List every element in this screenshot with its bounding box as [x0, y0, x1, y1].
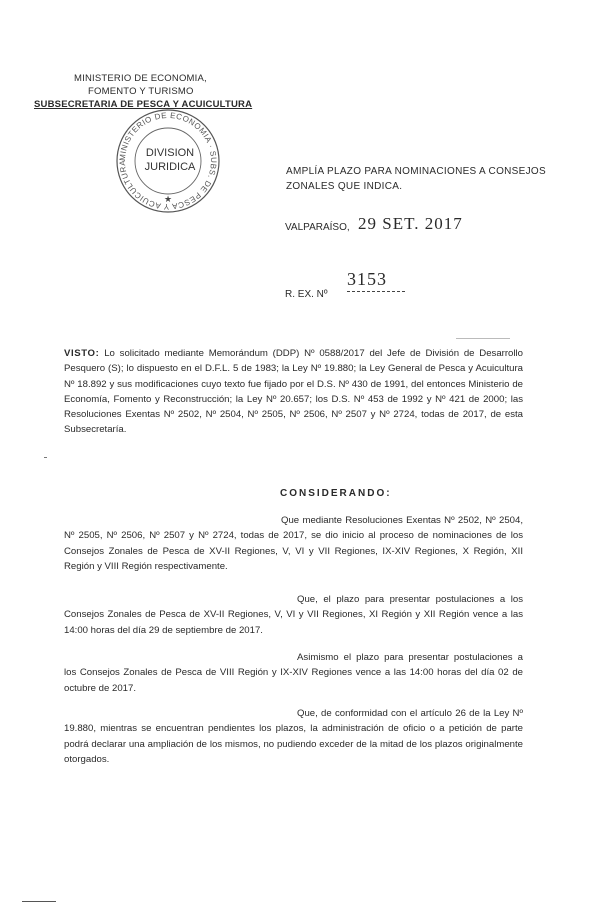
resolution-number: 3153	[347, 269, 387, 289]
seal-line-2: JURIDICA	[144, 161, 196, 173]
issuer-subsecretaria: SUBSECRETARIA DE PESCA Y ACUICULTURA	[34, 99, 253, 110]
division-juridica-seal	[113, 106, 223, 216]
date-stamp: 29 SET. 2017	[358, 214, 463, 233]
considerando-paragraph-4: Que, de conformidad con el artículo 26 de la Ley Nº 19.880, mientras se encuentran pendientes los plazos, la administración de oficio o a petición de parte podrá declarar una ampliación de los mismos, no pudiendo exceder de la mitad de los plazos originalmente otorgados.	[64, 708, 523, 765]
considerando-heading: CONSIDERANDO:	[280, 488, 392, 499]
seal-star-icon: ★	[163, 194, 173, 204]
seal-line-1: DIVISION	[145, 147, 195, 159]
subject-line-2: ZONALES QUE INDICA.	[286, 181, 403, 192]
seal-ring-text: MINISTERIO DE ECONOMIA · SUBS. DE PESCA Y ACUICULTURA	[117, 110, 219, 212]
subject-line-1: AMPLÍA PLAZO PARA NOMINACIONES A CONSEJOS	[286, 166, 546, 177]
divider-line	[456, 338, 510, 339]
visto-text: Lo solicitado mediante Memorándum (DDP) Nº 0588/2017 del Jefe de División de Desarrollo Pesquero (S); lo dispuesto en el D.F.L. 5 de 1983; la Ley Nº 19.880; la Ley General de Pesca y Acuicultura Nº 18.892 y sus modificaciones cuyo texto fue fijado por el D.S. Nº 430 de 1991, del entonces Ministerio de Economía, Fomento y Reconstrucción; la Ley Nº 20.657; los D.S. Nº 453 de 1992 y Nº 421 de 2000; las Resoluciones Exentas Nº 2502, Nº 2504, Nº 2505, Nº 2506, Nº 2507 y Nº 2724, todas de 2017, de esta Subsecretaría.	[64, 348, 523, 436]
issuer-ministry-2: FOMENTO Y TURISMO	[88, 86, 194, 97]
place: VALPARAÍSO,	[285, 222, 350, 233]
considerando-paragraph-1: Que mediante Resoluciones Exentas Nº 2502, Nº 2504, Nº 2505, Nº 2506, Nº 2507 y Nº 2724, todas de 2017, se dio inicio al proceso de nominaciones de los Consejos Zonales de Pesca de XV-II Regiones, V, VI y VII Regiones, IX-XIV Regiones, X Región, XII Región y VIII Región respectivamente.	[64, 515, 523, 572]
margin-mark	[44, 457, 47, 458]
resolution-number-label: R. EX. Nº	[285, 289, 328, 300]
issuer-ministry: MINISTERIO DE ECONOMIA,	[74, 73, 207, 84]
resolution-subject	[286, 164, 546, 194]
considerando-paragraph-3: Asimismo el plazo para presentar postulaciones a los Consejos Zonales de Pesca de VIII Región y IX-XIV Regiones vence a las 14:00 horas del día 02 de octubre de 2017.	[64, 652, 523, 694]
resolution-number-underline	[347, 291, 405, 292]
visto-heading: VISTO:	[64, 348, 100, 359]
footer-mark	[22, 901, 56, 902]
visto-paragraph	[64, 346, 523, 438]
considerando-paragraph-2: Que, el plazo para presentar postulaciones a los Consejos Zonales de Pesca de XV-II Regiones, V, VI y VII Regiones, XI Región y XII Región vence a las 14:00 horas del día 29 de septiembre de 2017.	[64, 594, 523, 636]
